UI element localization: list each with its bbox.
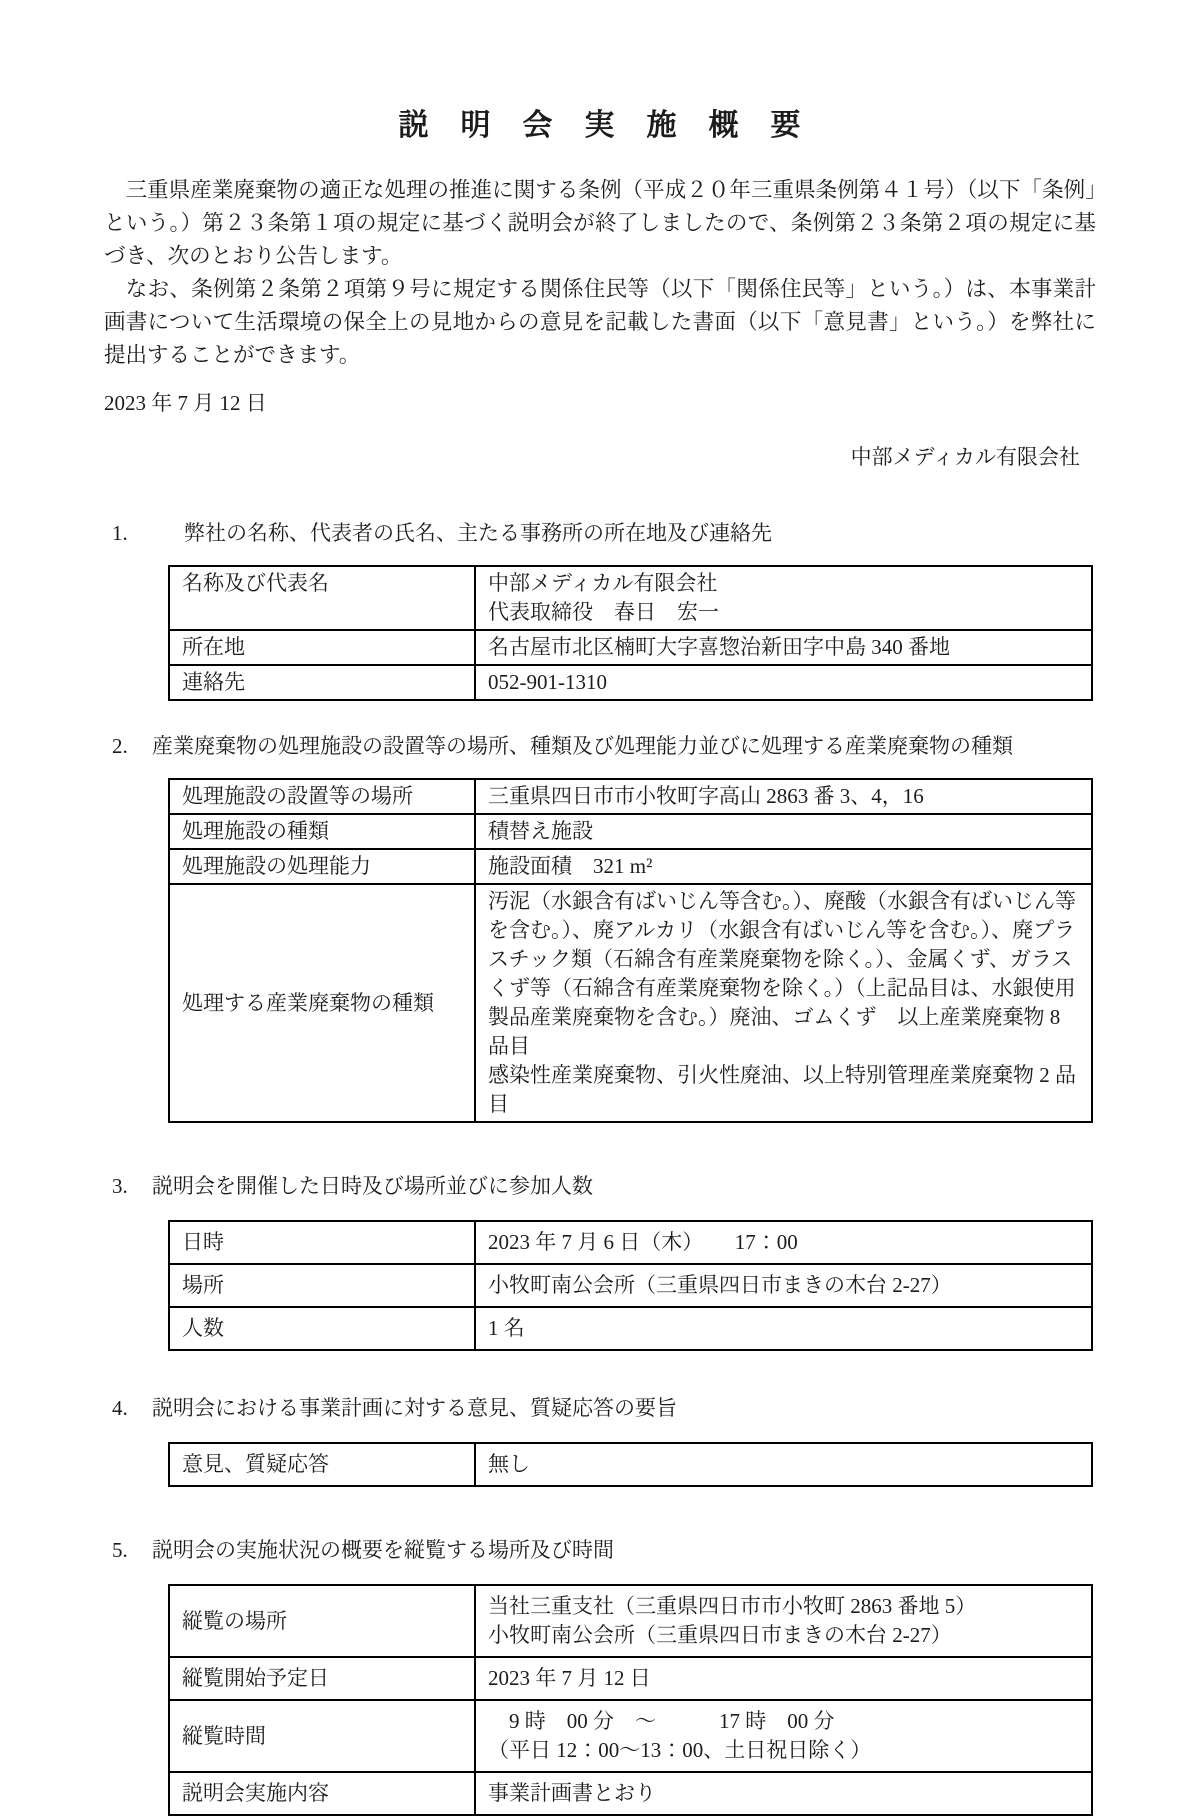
document-section xyxy=(112,518,1200,701)
row-value xyxy=(475,1585,1092,1657)
row-value-line: 小牧町南公会所（三重県四日市まきの木台 2-27） xyxy=(488,1273,952,1297)
document-section xyxy=(112,1393,1200,1487)
row-label: 縦覧時間 xyxy=(169,1700,475,1772)
table-row xyxy=(169,1443,1092,1486)
section-heading xyxy=(112,731,1200,762)
section-title: 産業廃棄物の処理施設の設置等の場所、種類及び処理能力並びに処理する産業廃棄物の種類 xyxy=(152,734,1013,758)
row-value xyxy=(475,1443,1092,1486)
row-value xyxy=(475,630,1092,665)
table-row xyxy=(169,779,1092,814)
row-label: 処理する産業廃棄物の種類 xyxy=(169,884,475,1122)
row-value-line: 感染性産業廃棄物、引火性廃油、以上特別管理産業廃棄物 2 品目 xyxy=(488,1063,1076,1116)
row-value xyxy=(475,814,1092,849)
row-label: 処理施設の処理能力 xyxy=(169,849,475,884)
row-value xyxy=(475,779,1092,814)
section-number: 4. xyxy=(112,1396,128,1420)
row-value xyxy=(475,1657,1092,1700)
publication-date: 2023 年 7 月 12 日 xyxy=(104,391,267,415)
row-label: 名称及び代表名 xyxy=(169,566,475,630)
intro-paragraph-2: なお、条例第２条第２項第９号に規定する関係住民等（以下「関係住民等」という。）は、本事業計画書について生活環境の保全上の見地からの意見を記載した書面（以下「意見書」という。）を弊社に提出することができます。 xyxy=(104,277,1096,367)
table-row xyxy=(169,1700,1092,1772)
row-label: 処理施設の種類 xyxy=(169,814,475,849)
section-number: 5. xyxy=(112,1538,128,1562)
row-value xyxy=(475,1307,1092,1350)
row-value-line: 三重県四日市市小牧町字高山 2863 番 3、4，16 xyxy=(488,784,924,808)
row-value xyxy=(475,884,1092,1122)
row-value-line: 052-901-1310 xyxy=(488,670,607,694)
row-label: 縦覧の場所 xyxy=(169,1585,475,1657)
section-table xyxy=(168,1584,1093,1816)
row-value-line: 2023 年 7 月 12 日 xyxy=(488,1666,651,1690)
row-value xyxy=(475,1700,1092,1772)
row-value-line: 1 名 xyxy=(488,1316,525,1340)
section-title: 説明会を開催した日時及び場所並びに参加人数 xyxy=(152,1174,593,1198)
row-label: 意見、質疑応答 xyxy=(169,1443,475,1486)
table-row xyxy=(169,1221,1092,1264)
row-value-line: 施設面積 321 m² xyxy=(488,854,653,878)
section-heading xyxy=(112,1393,1200,1424)
row-value-line: 小牧町南公会所（三重県四日市まきの木台 2-27） xyxy=(488,1623,952,1647)
table-row xyxy=(169,1307,1092,1350)
row-value-line: 積替え施設 xyxy=(488,819,593,843)
row-value-line: （平日 12：00～13：00、土日祝日除く） xyxy=(488,1738,872,1762)
document-section xyxy=(112,1535,1200,1816)
section-table xyxy=(168,1442,1093,1487)
table-row xyxy=(169,884,1092,1122)
intro-paragraph-1: 三重県産業廃棄物の適正な処理の推進に関する条例（平成２０年三重県条例第４１号）（以下「条例」という。）第２３条第１項の規定に基づく説明会が終了しましたので、条例第２３条第２項の規定に基づき、次のとおり公告します。 xyxy=(104,178,1096,268)
row-label: 人数 xyxy=(169,1307,475,1350)
row-label: 処理施設の設置等の場所 xyxy=(169,779,475,814)
section-number: 2. xyxy=(112,734,128,758)
row-value-line: 名古屋市北区楠町大字喜惣治新田字中島 340 番地 xyxy=(488,635,950,659)
row-label: 縦覧開始予定日 xyxy=(169,1657,475,1700)
section-table xyxy=(168,565,1093,701)
row-label: 説明会実施内容 xyxy=(169,1772,475,1815)
company-name: 中部メディカル有限会社 xyxy=(850,445,1080,469)
table-row xyxy=(169,1264,1092,1307)
row-value-line: 9 時 00 分 ～ 17 時 00 分 xyxy=(488,1709,835,1733)
section-heading xyxy=(112,1535,1200,1566)
document-section xyxy=(112,1171,1200,1351)
section-heading xyxy=(112,1171,1200,1202)
table-row xyxy=(169,1772,1092,1815)
row-value-line: 中部メディカル有限会社 xyxy=(488,571,718,595)
row-label: 日時 xyxy=(169,1221,475,1264)
table-row xyxy=(169,1657,1092,1700)
row-value xyxy=(475,1264,1092,1307)
row-label: 所在地 xyxy=(169,630,475,665)
row-value xyxy=(475,566,1092,630)
row-value-line: 事業計画書とおり xyxy=(488,1781,656,1805)
table-row xyxy=(169,814,1092,849)
row-value xyxy=(475,665,1092,700)
row-value-line: 汚泥（水銀含有ばいじん等含む。）、廃酸（水銀含有ばいじん等を含む。）、廃アルカリ（水銀含有ばいじん等を含む。）、廃プラスチック類（石綿含有産業廃棄物を除く。）、金属くず、ガラスくず等（石綿含有産業廃棄物を除く。）（上記品目は、水銀使用製品産業廃棄物を含む。）廃油、ゴムくず 以上産業廃棄物 8 品目 xyxy=(488,889,1076,1058)
table-row xyxy=(169,665,1092,700)
row-label: 場所 xyxy=(169,1264,475,1307)
intro-paragraphs xyxy=(104,174,1096,372)
section-title: 説明会における事業計画に対する意見、質疑応答の要旨 xyxy=(152,1396,677,1420)
document-section xyxy=(112,731,1200,1123)
section-number: 1. xyxy=(112,521,128,545)
table-row xyxy=(169,849,1092,884)
row-value xyxy=(475,1772,1092,1815)
row-value-line: 無し xyxy=(488,1452,530,1476)
row-value xyxy=(475,1221,1092,1264)
row-value-line: 当社三重支社（三重県四日市市小牧町 2863 番地 5） xyxy=(488,1594,977,1618)
row-value-line: 代表取締役 春日 宏一 xyxy=(488,600,719,624)
row-value-line: 2023 年 7 月 6 日（木） 17：00 xyxy=(488,1230,798,1254)
document-sections xyxy=(0,518,1200,1816)
row-value xyxy=(475,849,1092,884)
table-row xyxy=(169,566,1092,630)
table-row xyxy=(169,1585,1092,1657)
section-title: 説明会の実施状況の概要を縦覧する場所及び時間 xyxy=(152,1538,614,1562)
table-row xyxy=(169,630,1092,665)
section-table xyxy=(168,778,1093,1123)
row-label: 連絡先 xyxy=(169,665,475,700)
page-title: 説 明 会 実 施 概 要 xyxy=(398,109,802,142)
section-number: 3. xyxy=(112,1174,128,1198)
section-title: 弊社の名称、代表者の氏名、主たる事務所の所在地及び連絡先 xyxy=(184,521,772,545)
section-table xyxy=(168,1220,1093,1351)
section-heading xyxy=(112,518,1200,549)
